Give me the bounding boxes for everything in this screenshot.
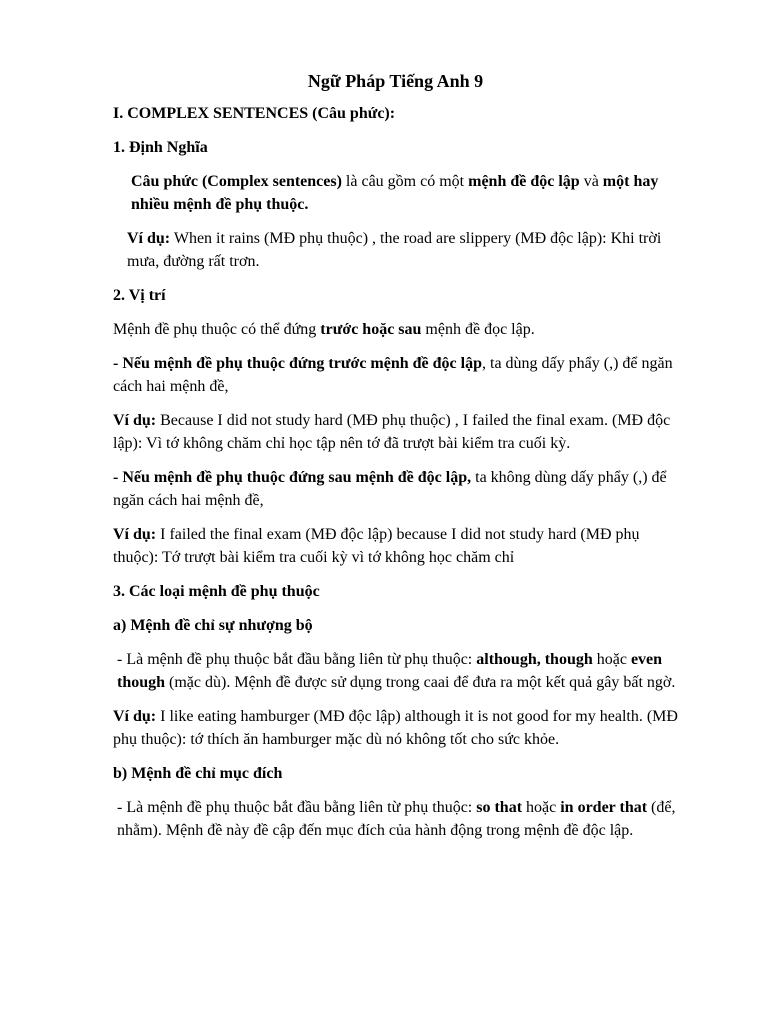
term-dependent-clauses: một hay nhiều mệnh đề phụ thuộc. xyxy=(131,173,659,213)
concession-description: - Là mệnh đề phụ thuộc bắt đầu bằng liên từ phụ thuộc: although, though hoặc even though (mặc dù). Mệnh đề được sử dụng trong caai để đưa ra một kết quả gây bất ngờ. xyxy=(117,651,676,691)
section-heading-complex-sentences: I. COMPLEX SENTENCES (Câu phức): xyxy=(113,105,396,122)
heading-concession-clause: a) Mệnh đề chỉ sự nhượng bộ xyxy=(113,617,313,634)
heading-position: 2. Vị trí xyxy=(113,287,166,304)
definition-paragraph: Câu phức (Complex sentences) là câu gồm có một mệnh đề độc lập và một hay nhiều mệnh đề phụ thuộc. xyxy=(131,173,659,213)
example-label: Ví dụ: xyxy=(113,708,157,725)
page-title: Ngữ Pháp Tiếng Anh 9 xyxy=(307,71,484,91)
term-complex-sentences: Câu phức (Complex sentences) xyxy=(131,173,342,190)
heading-purpose-clause: b) Mệnh đề chỉ mục đích xyxy=(113,765,283,782)
position-paragraph: Mệnh đề phụ thuộc có thể đứng trước hoặc sau mệnh đề đọc lập. xyxy=(113,321,535,338)
rule-after: - Nếu mệnh đề phụ thuộc đứng sau mệnh đề độc lập, ta không dùng dấy phẩy (,) để ngăn cách hai mệnh đề, xyxy=(113,469,667,509)
rule-before: - Nếu mệnh đề phụ thuộc đứng trước mệnh đề độc lập, ta dùng dấy phẩy (,) để ngăn cách hai mệnh đề, xyxy=(113,355,673,395)
example-1: Ví dụ: When it rains (MĐ phụ thuộc) , the road are slippery (MĐ độc lập): Khi trời mưa, đường rất trơn. xyxy=(127,230,662,270)
document-body xyxy=(113,68,678,853)
purpose-description: - Là mệnh đề phụ thuộc bắt đầu bằng liên từ phụ thuộc: so that hoặc in order that (để, nhằm). Mệnh đề này đề cập đến mục đích của hành động trong mệnh đề độc lập. xyxy=(117,799,676,839)
example-label: Ví dụ: xyxy=(127,230,171,247)
example-2: Ví dụ: Because I did not study hard (MĐ phụ thuộc) , I failed the final exam. (MĐ độc lập): Vì tớ không chăm chỉ học tập nên tớ đã trượt bài kiểm tra cuối kỳ. xyxy=(113,412,671,452)
heading-clause-types: 3. Các loại mệnh đề phụ thuộc xyxy=(113,583,320,600)
example-label: Ví dụ: xyxy=(113,526,157,543)
term-independent-clause: mệnh đề độc lập xyxy=(468,173,580,190)
heading-definition: 1. Định Nghĩa xyxy=(113,139,208,156)
example-4: Ví dụ: I like eating hamburger (MĐ độc lập) although it is not good for my health. (MĐ phụ thuộc): tớ thích ăn hamburger mặc dù nó không tốt cho sức khỏe. xyxy=(113,708,678,748)
example-3: Ví dụ: I failed the final exam (MĐ độc lập) because I did not study hard (MĐ phụ thuộc): Tớ trượt bài kiểm tra cuối kỳ vì tớ không học chăm chỉ xyxy=(113,526,640,566)
example-label: Ví dụ: xyxy=(113,412,157,429)
